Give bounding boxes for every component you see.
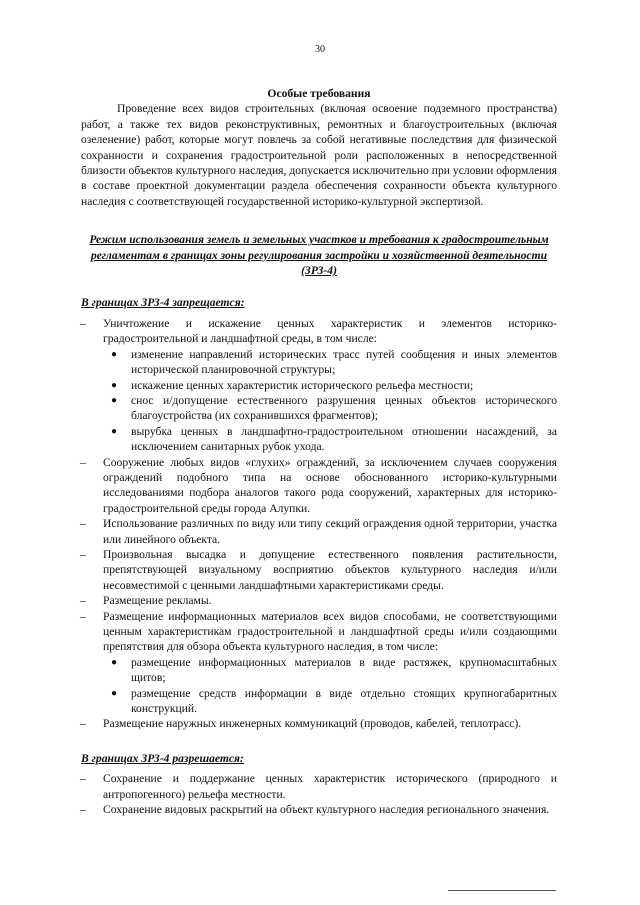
dash-marker: – [80, 517, 86, 531]
prohibited-item-text: Использование различных по виду или типу секций ограждения одной территории, участка или линейного объекта. [103, 517, 557, 546]
prohibited-item-text: Размещение рекламы. [103, 594, 212, 608]
prohibited-subitem [109, 347, 557, 378]
prohibited-item [81, 593, 557, 608]
dash-marker: – [80, 803, 86, 817]
prohibited-item [81, 547, 557, 593]
prohibited-subitem-text: размещение средств информации в виде отдельно стоящих крупногабаритных конструкций. [131, 686, 557, 716]
page-number: 30 [315, 44, 325, 55]
prohibited-item [81, 316, 557, 455]
allowed-item-text: Сохранение и поддержание ценных характеристик исторического (природного и антропогенного) рельефа местности. [103, 772, 557, 801]
bullet-icon: ● [111, 379, 118, 391]
prohibited-subitem-text: вырубка ценных в ландшафтно-градостроительном отношении насаждений, за исключением санитарных рубок ухода. [131, 424, 557, 454]
prohibited-subitem [109, 393, 557, 424]
bullet-icon: ● [111, 348, 118, 360]
prohibited-item-text: Произвольная высадка и допущение естественного появления растительности, препятствующей визуальному восприятию объектов культурного наследия и/или несовместимой с ценными ландшафтными характеристиками среды. [103, 547, 557, 592]
prohibited-subitem [109, 686, 557, 717]
dash-marker: – [80, 316, 86, 330]
bullet-icon: ● [111, 394, 118, 406]
prohibited-item [81, 716, 557, 731]
prohibited-item [81, 609, 557, 717]
prohibited-subitem-text: снос и/допущение естественного разрушения ценных объектов исторического благоустройства (их сохранившихся фрагментов); [131, 393, 557, 423]
dash-marker: – [80, 717, 86, 731]
allowed-list [81, 771, 557, 817]
prohibited-subitem [109, 655, 557, 686]
bullet-icon: ● [111, 425, 118, 437]
prohibited-subitem-list [103, 655, 557, 717]
footer-divider [448, 890, 556, 891]
allowed-item [81, 771, 557, 802]
bullet-icon: ● [111, 656, 118, 668]
prohibited-subitem-text: искажение ценных характеристик исторического рельефа местности; [131, 378, 474, 392]
prohibited-item-text: Размещение информационных материалов всех видов способами, не соответствующими ценным характеристикам градостроительной и ландшафтной среды и/или создающими препятствия для обзора объекта культурного наследия, в том числе: [103, 609, 557, 654]
prohibited-subitem [109, 424, 557, 455]
prohibited-item-text: Уничтожение и искажение ценных характеристик и элементов историко-градостроительной и ландшафтной среды, в том числе: [103, 316, 557, 346]
dash-marker: – [80, 609, 86, 623]
allowed-heading: В границах ЗРЗ-4 разрешается: [81, 751, 244, 765]
prohibited-item-text: Размещение наружных инженерных коммуникаций (проводов, кабелей, теплотрасс). [103, 717, 522, 731]
prohibited-heading: В границах ЗРЗ-4 запрещается: [81, 296, 245, 310]
prohibited-subitem [109, 378, 557, 393]
prohibited-subitem-text: изменение направлений исторических трасс путей сообщения и иных элементов исторической планировочной структуры; [131, 347, 557, 377]
prohibited-item [81, 516, 557, 547]
special-requirements-paragraph: Проведение всех видов строительных (включая освоение подземного пространства) работ, а также тех видов реконструктивных, ремонтных и благоустроительных (включая озеленение) работ, которые могут повлечь за собой негативные последствия для физической сохранности и сохранения градостроительной роли расположенных в непосредственной близости объектов культурного наследия, допускается исключительно при условии оформления в составе проектной документации раздела обеспечения сохранности объекта культурного наследия с соответствующей государственной историко-культурной экспертизой. [81, 102, 557, 208]
special-requirements-title: Особые требования [267, 87, 371, 100]
dash-marker: – [80, 772, 86, 786]
prohibited-item [81, 455, 557, 517]
prohibited-list [81, 316, 557, 732]
prohibited-item-text: Сооружение любых видов «глухих» ограждений, за исключением случаев сооружения ограждений подобного типа на основе обоснованного историко-культурными исследованиями подбора аналогов такого рода сооружений, характерных для историко-градостроительной среды города Алупки. [103, 455, 557, 515]
allowed-item [81, 802, 557, 817]
prohibited-subitem-list [103, 347, 557, 455]
dash-marker: – [80, 455, 86, 469]
dash-marker: – [80, 547, 86, 561]
regime-title: Режим использования земель и земельных участков и требования к градостроительным регламентам в границах зоны регулирования застройки и хозяйственной деятельности (ЗРЗ-4) [89, 233, 549, 278]
document-body [81, 86, 557, 817]
bullet-icon: ● [111, 687, 118, 699]
allowed-item-text: Сохранение видовых раскрытий на объект культурного наследия регионального значения. [103, 803, 550, 817]
dash-marker: – [80, 594, 86, 608]
prohibited-subitem-text: размещение информационных материалов в виде растяжек, крупномасштабных щитов; [131, 655, 557, 685]
